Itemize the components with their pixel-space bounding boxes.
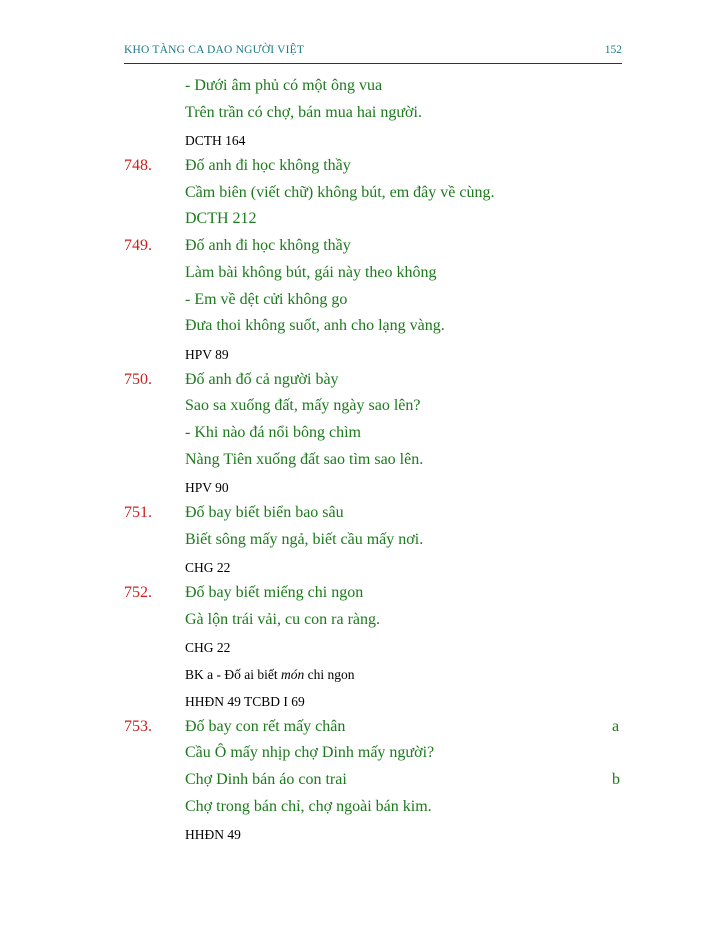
verse-number: 750.	[124, 370, 152, 388]
verse-text: Trên trần có chợ, bán mua hai người.	[185, 103, 422, 121]
verse-text: Đố anh đi học không thầy	[185, 157, 351, 175]
verse-line	[0, 74, 723, 101]
verse-line	[0, 501, 723, 528]
verse-text: Cầm biên (viết chữ) không bút, em đây về cùng.	[185, 183, 495, 201]
verse-number: 748.	[124, 157, 152, 175]
verse-line	[0, 795, 723, 822]
source-line	[0, 127, 723, 154]
verse-text: Cầu Ô mấy nhịp chợ Dinh mấy người?	[185, 744, 435, 762]
source-line	[0, 474, 723, 501]
source-ref: HPV 89	[185, 346, 229, 362]
verse-line	[0, 421, 723, 448]
source-ref: HPV 90	[185, 480, 229, 496]
source-ref: CHG 22	[185, 640, 231, 656]
source-line	[0, 341, 723, 368]
verse-text: Đố bay biết miếng chi ngon	[185, 584, 364, 602]
source-line	[0, 554, 723, 581]
verse-number: 751.	[124, 504, 152, 521]
verse-line	[0, 207, 723, 234]
source-ref: HHĐN 49	[185, 827, 241, 843]
verse-line	[0, 101, 723, 128]
verse-text: DCTH 212	[185, 210, 257, 228]
source-line	[0, 821, 723, 848]
verse-text: Sao sa xuống đất, mấy ngày sao lên?	[185, 397, 421, 415]
verse-text: Làm bài không bút, gái này theo không	[185, 263, 437, 281]
verse-text: Đố bay biết biển bao sâu	[185, 504, 344, 521]
verse-line	[0, 741, 723, 768]
verse-line	[0, 181, 723, 208]
verse-text: Gà lộn trái vải, cu con ra ràng.	[185, 610, 381, 628]
verse-line	[0, 288, 723, 315]
verse-text: Nàng Tiên xuống đất sao tìm sao lên.	[185, 450, 424, 468]
verse-line	[0, 234, 723, 261]
verse-line	[0, 261, 723, 288]
verse-text: Đố anh đố cả người bày	[185, 370, 339, 388]
verse-text: Đưa thoi không suốt, anh cho lạng vàng.	[185, 317, 445, 335]
source-ref: CHG 22	[185, 560, 231, 576]
verse-text: Chợ Dinh bán áo con trai	[185, 770, 347, 788]
verse-text: Đố bay con rết mấy chân	[185, 717, 346, 735]
verse-text: - Em về dệt cửi không go	[185, 290, 348, 308]
verse-list	[0, 74, 723, 848]
verse-line	[0, 768, 723, 795]
page-header	[124, 44, 622, 64]
verse-text: Biết sông mấy ngả, biết cầu mấy nơi.	[185, 530, 424, 548]
verse-number: 753.	[124, 717, 152, 735]
source-line	[0, 688, 723, 715]
verse-line	[0, 608, 723, 635]
verse-line	[0, 581, 723, 608]
variant-suffix: chi ngon	[304, 667, 355, 683]
verse-number: 749.	[124, 237, 152, 255]
variant-emphasis: món	[280, 667, 305, 683]
page-number: 152	[604, 44, 622, 56]
verse-text: - Khi nào đá nổi bông chìm	[185, 423, 361, 441]
book-title: KHO TÀNG CA DAO NGƯỜI VIỆT	[124, 44, 305, 56]
verse-line	[0, 154, 723, 181]
source-ref: DCTH 164	[185, 133, 246, 149]
verse-line	[0, 394, 723, 421]
source-line	[0, 661, 723, 688]
verse-line	[0, 448, 723, 475]
variant-prefix: BK a - Đố ai biết	[185, 667, 281, 683]
verse-mark: a	[612, 717, 620, 735]
variant-note	[185, 667, 354, 683]
source-ref: HHĐN 49 TCBD I 69	[185, 693, 305, 709]
verse-line	[0, 314, 723, 341]
verse-text: Chợ trong bán chỉ, chợ ngoài bán kim.	[185, 797, 432, 815]
verse-text: Đố anh đi học không thầy	[185, 237, 351, 255]
verse-mark: b	[612, 770, 620, 788]
verse-line	[0, 528, 723, 555]
verse-line	[0, 368, 723, 395]
verse-text: - Dưới âm phủ có một ông vua	[185, 77, 383, 94]
source-line	[0, 634, 723, 661]
verse-number: 752.	[124, 584, 152, 602]
verse-line	[0, 715, 723, 742]
